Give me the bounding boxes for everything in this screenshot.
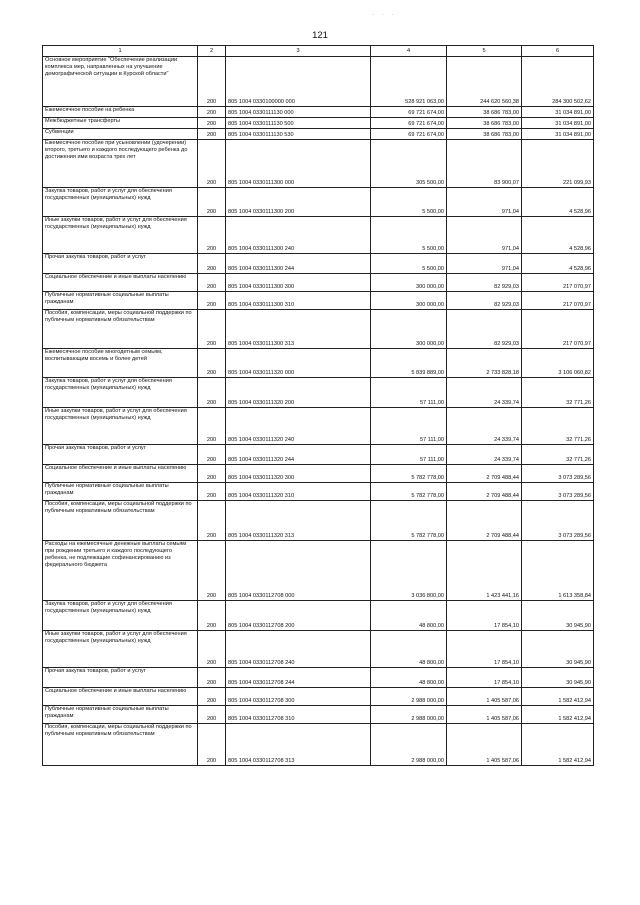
row-value-5: 244 620 560,38 xyxy=(447,57,522,107)
row-code: 805 1004 0330111320 200 xyxy=(226,378,371,408)
row-value-5: 24 339,74 xyxy=(447,445,522,465)
row-name: Социальное обеспечение и иные выплаты населению xyxy=(43,465,198,483)
row-value-5: 82 929,03 xyxy=(447,310,522,349)
row-column-2: 200 xyxy=(198,378,226,408)
row-name: Прочая закупка товаров, работ и услуг xyxy=(43,668,198,688)
row-column-2: 200 xyxy=(198,601,226,631)
row-value-5: 82 929,03 xyxy=(447,274,522,292)
row-code: 805 1004 0330112708 244 xyxy=(226,668,371,688)
row-name: Межбюджетные трансферты xyxy=(43,118,198,129)
row-value-6: 4 528,96 xyxy=(522,188,594,217)
row-value-4: 2 988 000,00 xyxy=(371,724,447,766)
row-code: 805 1004 0330112708 000 xyxy=(226,541,371,601)
row-name: Иные закупки товаров, работ и услуг для обеспечения государственных (муниципальных) нужд xyxy=(43,408,198,445)
row-value-6: 1 582 412,94 xyxy=(522,724,594,766)
row-column-2: 200 xyxy=(198,188,226,217)
row-column-2: 200 xyxy=(198,140,226,188)
row-value-6: 3 073 289,56 xyxy=(522,465,594,483)
row-value-6: 284 300 502,62 xyxy=(522,57,594,107)
row-value-5: 24 339,74 xyxy=(447,378,522,408)
table-row xyxy=(43,118,594,129)
row-value-6: 1 613 358,84 xyxy=(522,541,594,601)
row-name: Социальное обеспечение и иные выплаты населению xyxy=(43,688,198,706)
row-column-2: 200 xyxy=(198,349,226,378)
row-value-5: 38 686 783,00 xyxy=(447,118,522,129)
row-value-4: 305 500,00 xyxy=(371,140,447,188)
row-value-6: 217 070,97 xyxy=(522,292,594,310)
row-code: 805 1004 0330111300 200 xyxy=(226,188,371,217)
row-code: 805 1004 0330111300 313 xyxy=(226,310,371,349)
row-value-6: 4 528,96 xyxy=(522,217,594,254)
row-column-2: 200 xyxy=(198,445,226,465)
row-value-5: 1 405 587,06 xyxy=(447,688,522,706)
row-value-4: 5 500,00 xyxy=(371,217,447,254)
row-column-2: 200 xyxy=(198,310,226,349)
row-value-5: 971,04 xyxy=(447,188,522,217)
row-value-5: 1 405 587,06 xyxy=(447,724,522,766)
table-row xyxy=(43,601,594,631)
scan-marks: · · · xyxy=(372,12,397,18)
column-header-5: 5 xyxy=(447,46,522,57)
table-row xyxy=(43,349,594,378)
table-row xyxy=(43,57,594,107)
row-value-5: 82 929,03 xyxy=(447,292,522,310)
table-row xyxy=(43,217,594,254)
row-value-4: 57 111,00 xyxy=(371,408,447,445)
table-row xyxy=(43,310,594,349)
row-column-2: 200 xyxy=(198,541,226,601)
row-code: 805 1004 0330111320 244 xyxy=(226,445,371,465)
row-value-5: 24 339,74 xyxy=(447,408,522,445)
row-value-5: 2 709 488,44 xyxy=(447,465,522,483)
row-value-4: 2 988 000,00 xyxy=(371,706,447,724)
table-row xyxy=(43,541,594,601)
row-name: Пособия, компенсации, меры социальной поддержки по публичным нормативным обязательствам xyxy=(43,724,198,766)
row-value-4: 5 782 778,00 xyxy=(371,501,447,541)
table-row xyxy=(43,724,594,766)
row-name: Пособия, компенсации, меры социальной поддержки по публичным нормативным обязательствам xyxy=(43,501,198,541)
table-row xyxy=(43,668,594,688)
row-name: Публичные нормативные социальные выплаты гражданам xyxy=(43,292,198,310)
row-value-5: 1 423 441,16 xyxy=(447,541,522,601)
column-header-1: 1 xyxy=(43,46,198,57)
row-column-2: 200 xyxy=(198,501,226,541)
row-code: 805 1004 0330112708 310 xyxy=(226,706,371,724)
row-code: 805 1004 0330111130 530 xyxy=(226,129,371,140)
row-code: 805 1004 0330111300 240 xyxy=(226,217,371,254)
row-value-4: 2 988 000,00 xyxy=(371,688,447,706)
row-column-2: 200 xyxy=(198,107,226,118)
row-column-2: 200 xyxy=(198,118,226,129)
row-value-4: 300 000,00 xyxy=(371,292,447,310)
row-value-6: 32 771,26 xyxy=(522,445,594,465)
row-name: Ежемесячное пособие при усыновлении (удочерении) второго, третьего и каждого последующего ребенка до достижения ими возраста трех лет xyxy=(43,140,198,188)
row-value-4: 69 721 674,00 xyxy=(371,107,447,118)
row-value-4: 300 000,00 xyxy=(371,310,447,349)
row-value-6: 32 771,26 xyxy=(522,378,594,408)
row-value-4: 5 782 778,00 xyxy=(371,465,447,483)
row-name: Социальное обеспечение и иные выплаты населению xyxy=(43,274,198,292)
row-value-5: 1 405 587,06 xyxy=(447,706,522,724)
row-value-5: 2 733 828,18 xyxy=(447,349,522,378)
row-code: 805 1004 0330112708 313 xyxy=(226,724,371,766)
row-value-5: 17 854,10 xyxy=(447,668,522,688)
row-value-4: 300 000,00 xyxy=(371,274,447,292)
table-body xyxy=(43,57,594,766)
table-row xyxy=(43,465,594,483)
row-code: 805 1004 0330112708 300 xyxy=(226,688,371,706)
row-value-5: 2 709 488,44 xyxy=(447,501,522,541)
row-value-4: 3 036 800,00 xyxy=(371,541,447,601)
row-name: Иные закупки товаров, работ и услуг для обеспечения государственных (муниципальных) нужд xyxy=(43,631,198,668)
row-value-5: 38 686 783,00 xyxy=(447,129,522,140)
row-value-6: 3 073 289,56 xyxy=(522,483,594,501)
row-column-2: 200 xyxy=(198,129,226,140)
row-value-4: 48 800,00 xyxy=(371,668,447,688)
row-value-6: 217 070,97 xyxy=(522,310,594,349)
row-code: 805 1004 0330112708 240 xyxy=(226,631,371,668)
row-column-2: 200 xyxy=(198,631,226,668)
row-code: 805 1004 0330100000 000 xyxy=(226,57,371,107)
table-row xyxy=(43,129,594,140)
row-column-2: 200 xyxy=(198,483,226,501)
row-value-6: 30 945,90 xyxy=(522,668,594,688)
table-row xyxy=(43,254,594,274)
row-name: Прочая закупка товаров, работ и услуг xyxy=(43,254,198,274)
row-code: 805 1004 0330111130 500 xyxy=(226,118,371,129)
row-value-6: 31 034 891,00 xyxy=(522,118,594,129)
row-value-4: 57 111,00 xyxy=(371,445,447,465)
row-code: 805 1004 0330111300 244 xyxy=(226,254,371,274)
row-code: 805 1004 0330111320 313 xyxy=(226,501,371,541)
row-value-6: 3 106 060,82 xyxy=(522,349,594,378)
row-name: Публичные нормативные социальные выплаты гражданам xyxy=(43,483,198,501)
row-value-6: 30 945,90 xyxy=(522,631,594,668)
row-name: Закупка товаров, работ и услуг для обеспечения государственных (муниципальных) нужд xyxy=(43,378,198,408)
row-name: Ежемесячное пособие многодетным семьям, воспитывающим восемь и более детей xyxy=(43,349,198,378)
row-code: 805 1004 0330112708 200 xyxy=(226,601,371,631)
row-column-2: 200 xyxy=(198,217,226,254)
row-column-2: 200 xyxy=(198,724,226,766)
budget-table xyxy=(42,45,594,766)
row-code: 805 1004 0330111320 310 xyxy=(226,483,371,501)
row-value-6: 1 582 412,94 xyxy=(522,688,594,706)
row-value-6: 3 073 289,56 xyxy=(522,501,594,541)
row-column-2: 200 xyxy=(198,408,226,445)
row-value-6: 30 945,90 xyxy=(522,601,594,631)
row-value-4: 528 921 063,00 xyxy=(371,57,447,107)
row-value-4: 5 782 778,00 xyxy=(371,483,447,501)
table-row xyxy=(43,188,594,217)
row-value-4: 48 800,00 xyxy=(371,601,447,631)
row-value-6: 31 034 891,00 xyxy=(522,129,594,140)
table-row xyxy=(43,378,594,408)
row-code: 805 1004 0330111320 300 xyxy=(226,465,371,483)
column-header-3: 3 xyxy=(226,46,371,57)
row-column-2: 200 xyxy=(198,292,226,310)
page-number: 121 xyxy=(312,30,328,41)
row-value-5: 17 854,10 xyxy=(447,631,522,668)
table-row xyxy=(43,631,594,668)
table-row xyxy=(43,408,594,445)
row-column-2: 200 xyxy=(198,254,226,274)
row-value-5: 38 686 783,00 xyxy=(447,107,522,118)
row-value-5: 17 854,10 xyxy=(447,601,522,631)
row-column-2: 200 xyxy=(198,274,226,292)
row-column-2: 200 xyxy=(198,57,226,107)
column-header-4: 4 xyxy=(371,46,447,57)
row-name: Субвенции xyxy=(43,129,198,140)
table-row xyxy=(43,140,594,188)
row-name: Ежемесячное пособие на ребенка xyxy=(43,107,198,118)
row-name: Иные закупки товаров, работ и услуг для обеспечения государственных (муниципальных) нужд xyxy=(43,217,198,254)
table-row xyxy=(43,483,594,501)
row-value-6: 1 582 412,94 xyxy=(522,706,594,724)
row-code: 805 1004 0330111300 310 xyxy=(226,292,371,310)
table-row xyxy=(43,688,594,706)
row-column-2: 200 xyxy=(198,688,226,706)
table-row xyxy=(43,292,594,310)
row-code: 805 1004 0330111130 000 xyxy=(226,107,371,118)
row-value-4: 5 500,00 xyxy=(371,254,447,274)
row-value-6: 32 771,26 xyxy=(522,408,594,445)
row-value-6: 221 099,93 xyxy=(522,140,594,188)
row-value-5: 83 900,07 xyxy=(447,140,522,188)
table-row xyxy=(43,274,594,292)
row-code: 805 1004 0330111320 240 xyxy=(226,408,371,445)
row-value-4: 69 721 674,00 xyxy=(371,129,447,140)
row-column-2: 200 xyxy=(198,706,226,724)
row-name: Публичные нормативные социальные выплаты гражданам xyxy=(43,706,198,724)
row-value-6: 217 070,97 xyxy=(522,274,594,292)
row-value-5: 971,04 xyxy=(447,254,522,274)
row-value-6: 4 528,96 xyxy=(522,254,594,274)
row-name: Закупка товаров, работ и услуг для обеспечения государственных (муниципальных) нужд xyxy=(43,601,198,631)
row-value-6: 31 034 891,00 xyxy=(522,107,594,118)
row-name: Основное мероприятие "Обеспечение реализации комплекса мер, направленных на улучшение демографической ситуации в Курской области" xyxy=(43,57,198,107)
row-value-4: 57 111,00 xyxy=(371,378,447,408)
row-value-5: 971,04 xyxy=(447,217,522,254)
header-row xyxy=(43,46,594,57)
row-name: Прочая закупка товаров, работ и услуг xyxy=(43,445,198,465)
table-row xyxy=(43,501,594,541)
row-column-2: 200 xyxy=(198,668,226,688)
row-code: 805 1004 0330111300 300 xyxy=(226,274,371,292)
row-code: 805 1004 0330111300 000 xyxy=(226,140,371,188)
table-row xyxy=(43,107,594,118)
row-value-4: 48 800,00 xyxy=(371,631,447,668)
row-value-4: 69 721 674,00 xyxy=(371,118,447,129)
row-value-4: 5 839 889,00 xyxy=(371,349,447,378)
row-value-5: 2 709 488,44 xyxy=(447,483,522,501)
row-value-4: 5 500,00 xyxy=(371,188,447,217)
column-header-2: 2 xyxy=(198,46,226,57)
column-header-6: 6 xyxy=(522,46,594,57)
row-column-2: 200 xyxy=(198,465,226,483)
row-name: Закупка товаров, работ и услуг для обеспечения государственных (муниципальных) нужд xyxy=(43,188,198,217)
table-row xyxy=(43,445,594,465)
table-row xyxy=(43,706,594,724)
row-name: Расходы на ежемесячные денежные выплаты семьям при рождении третьего и каждого последующего ребенка, не подлежащие софинансированию из федерального бюджета xyxy=(43,541,198,601)
row-name: Пособия, компенсации, меры социальной поддержки по публичным нормативным обязательствам xyxy=(43,310,198,349)
row-code: 805 1004 0330111320 000 xyxy=(226,349,371,378)
